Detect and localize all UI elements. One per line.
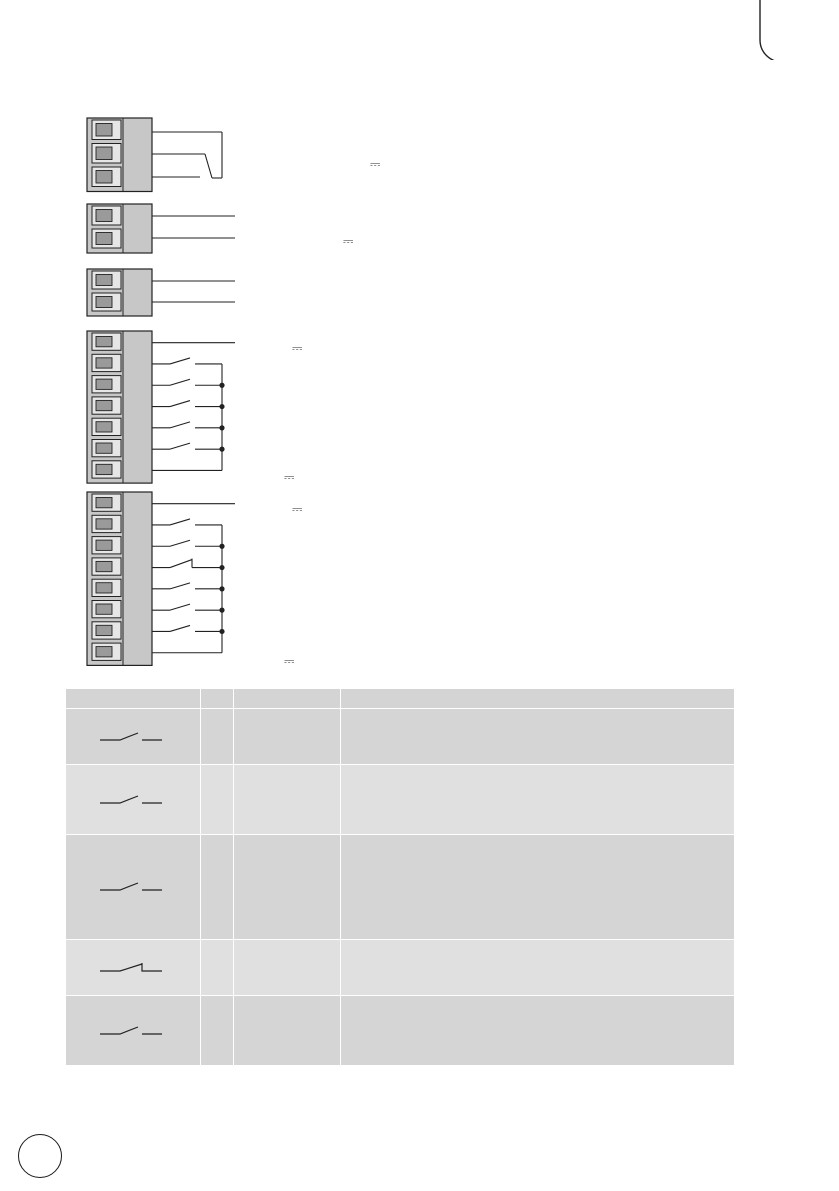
junction-dot — [219, 629, 224, 634]
terminal-screw-head — [96, 210, 112, 222]
wire — [170, 560, 192, 568]
junction-dot — [219, 544, 224, 549]
wire — [170, 401, 190, 407]
wire — [205, 154, 212, 178]
junction-dot — [219, 425, 224, 430]
table-cell — [234, 835, 341, 940]
table-cell — [234, 709, 341, 765]
contact-table — [65, 688, 735, 1066]
table-header-cell — [234, 689, 341, 709]
terminal-screw-head — [96, 337, 112, 347]
wire — [170, 443, 190, 449]
contact-no-icon — [98, 729, 168, 745]
table-row — [66, 996, 735, 1066]
dc-symbol: ⎓ — [284, 654, 295, 669]
table-cell-symbol — [66, 940, 201, 996]
terminal-screw-head — [96, 297, 112, 308]
terminal-screw-head — [96, 275, 112, 286]
junction-dot — [219, 447, 224, 452]
table-row — [66, 709, 735, 765]
terminal-screw-head — [96, 358, 112, 368]
terminal-block — [87, 204, 152, 253]
table-cell — [341, 996, 735, 1066]
wire — [170, 583, 190, 589]
junction-dot — [219, 586, 224, 591]
terminal-screw-head — [96, 147, 112, 160]
table-cell-symbol — [66, 765, 201, 835]
table-cell — [234, 996, 341, 1066]
table-header-cell — [66, 689, 201, 709]
terminal-screw-head — [96, 561, 112, 571]
junction-dot — [219, 383, 224, 388]
dc-symbol: ⎓ — [292, 341, 303, 356]
terminal-screw-head — [96, 443, 112, 453]
terminal-screw-head — [96, 583, 112, 593]
table-cell — [234, 765, 341, 835]
terminal-screw-head — [96, 540, 112, 550]
terminal-screw-head — [96, 400, 112, 410]
dc-symbol: ⎓ — [343, 234, 354, 249]
contact-nc-icon — [98, 960, 168, 976]
terminal-block — [87, 331, 152, 483]
table-cell — [201, 765, 234, 835]
wire — [170, 379, 190, 385]
terminal-screw-head — [96, 233, 112, 245]
table-row — [66, 765, 735, 835]
wire — [170, 625, 190, 631]
wire — [170, 540, 190, 546]
contact-no-icon — [98, 1023, 168, 1039]
dc-symbol: ⎓ — [284, 470, 295, 485]
dc-symbol: ⎓ — [370, 157, 381, 172]
wire — [170, 358, 190, 364]
terminal-block — [87, 269, 152, 316]
terminal-screw-head — [96, 519, 112, 529]
dc-symbol: ⎓ — [292, 502, 303, 517]
junction-dot — [219, 608, 224, 613]
terminal-screw-head — [96, 604, 112, 614]
table-cell — [234, 940, 341, 996]
contact-no-icon — [98, 879, 168, 895]
wire — [170, 422, 190, 428]
terminal-screw-head — [96, 171, 112, 184]
page-marker-circle — [18, 1134, 62, 1178]
table-header-cell — [201, 689, 234, 709]
terminal-screw-head — [96, 124, 112, 137]
table-header-row — [66, 689, 735, 709]
table-cell — [201, 835, 234, 940]
terminal-screw-head — [96, 464, 112, 474]
table-cell — [201, 940, 234, 996]
table-cell-symbol — [66, 709, 201, 765]
table-cell — [341, 765, 735, 835]
terminal-screw-head — [96, 422, 112, 432]
table-cell — [341, 709, 735, 765]
wire — [170, 519, 190, 525]
terminal-block — [87, 492, 152, 665]
terminal-screw-head — [96, 498, 112, 508]
terminal-block — [87, 118, 152, 192]
junction-dot — [219, 565, 224, 570]
terminal-screw-head — [96, 625, 112, 635]
table-header-cell — [341, 689, 735, 709]
table-cell-symbol — [66, 835, 201, 940]
table-cell — [201, 996, 234, 1066]
table-cell — [341, 940, 735, 996]
wire — [170, 604, 190, 610]
table-row — [66, 940, 735, 996]
table-cell — [341, 835, 735, 940]
terminal-screw-head — [96, 379, 112, 389]
contact-no-icon — [98, 792, 168, 808]
junction-dot — [219, 404, 224, 409]
table-cell-symbol — [66, 996, 201, 1066]
terminal-screw-head — [96, 647, 112, 657]
table-cell — [201, 709, 234, 765]
table-row — [66, 835, 735, 940]
